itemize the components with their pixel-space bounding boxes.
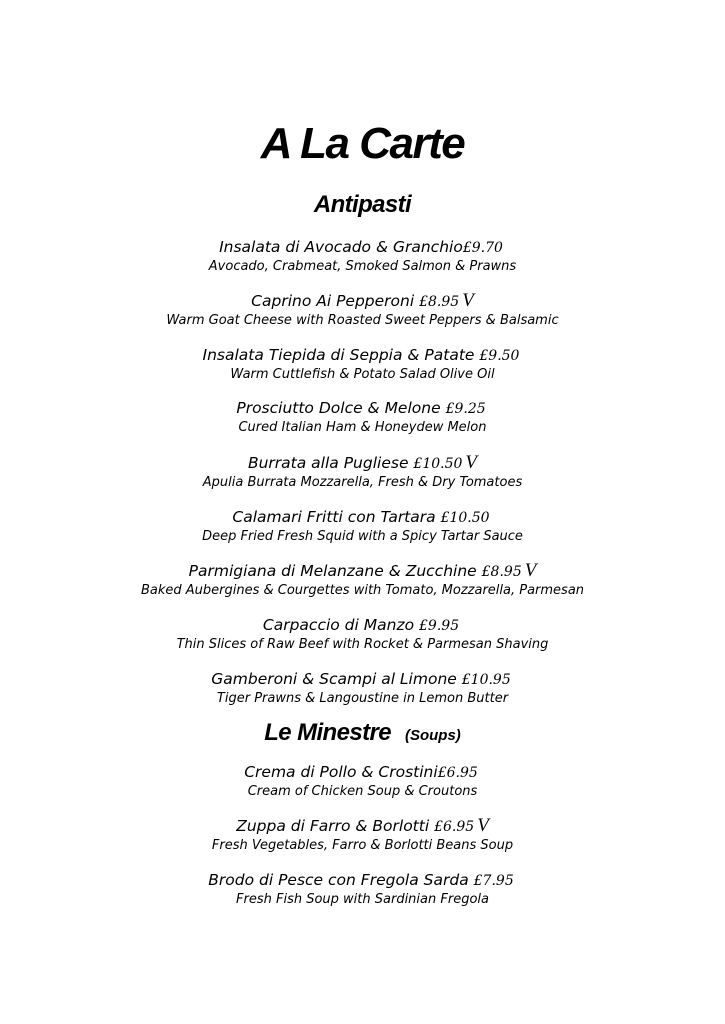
dish-description: Tiger Prawns & Langoustine in Lemon Butter: [216, 691, 509, 706]
dish-description: Baked Aubergines & Courgettes with Tomato, Mozzarella, Parmesan: [140, 583, 585, 598]
menu-item: [0, 870, 725, 908]
menu-item: [0, 453, 725, 491]
dish-name: Parmigiana di Melanzane & Zucchine: [188, 562, 477, 580]
dish-price: £9.25: [445, 401, 486, 417]
minestre-subheading: (Soups): [404, 727, 461, 744]
dish-description: Cured Italian Ham & Honeydew Melon: [238, 420, 487, 435]
dish-description: Avocado, Crabmeat, Smoked Salmon & Prawns: [208, 259, 517, 274]
minestre-heading: [0, 718, 725, 751]
menu-item: [0, 398, 725, 436]
menu-item: [0, 762, 725, 800]
vegetarian-mark: V: [524, 560, 537, 581]
dish-description: Fresh Fish Soup with Sardinian Fregola: [236, 892, 489, 907]
dish-name: Crema di Pollo & Crostini: [244, 763, 438, 781]
dish-price: £6.95: [434, 819, 475, 835]
dish-line: [0, 870, 725, 891]
dish-price: £10.95: [461, 672, 511, 688]
menu-title: A La Carte: [260, 119, 465, 168]
dish-name: Carpaccio di Manzo: [262, 616, 415, 634]
menu-item: [0, 615, 725, 653]
dish-line: [0, 816, 725, 837]
menu-item: [0, 816, 725, 854]
dish-description: Warm Goat Cheese with Roasted Sweet Peppers & Balsamic: [166, 313, 559, 328]
dish-name: Insalata di Avocado & Granchio: [219, 238, 463, 256]
dish-name: Calamari Fritti con Tartara: [232, 508, 436, 526]
dish-price: £9.50: [479, 348, 520, 364]
menu-item: [0, 669, 725, 707]
menu-item: [0, 345, 725, 383]
dish-line: [0, 615, 725, 636]
dish-price: £10.50: [413, 456, 463, 472]
dish-name: Gamberoni & Scampi al Limone: [211, 670, 457, 688]
dish-price: £9.70: [462, 240, 503, 256]
dish-name: Prosciutto Dolce & Melone: [236, 399, 441, 417]
dish-price: £8.95: [481, 564, 522, 580]
vegetarian-mark: V: [477, 815, 489, 836]
dish-description: Fresh Vegetables, Farro & Borlotti Beans Soup: [211, 838, 514, 853]
dish-line: [0, 561, 725, 582]
dish-price: £9.95: [419, 618, 460, 634]
dish-line: [0, 237, 725, 258]
antipasti-heading-text: Antipasti: [313, 191, 412, 218]
dish-name: Caprino Ai Pepperoni: [251, 292, 415, 310]
dish-price: £8.95: [419, 294, 460, 310]
menu-item: [0, 561, 725, 599]
dish-name: Brodo di Pesce con Fregola Sarda: [208, 871, 469, 889]
vegetarian-mark: V: [462, 290, 474, 311]
dish-description: Apulia Burrata Mozzarella, Fresh & Dry Tomatoes: [202, 475, 523, 490]
antipasti-heading: [0, 190, 725, 220]
menu-item: [0, 291, 725, 329]
dish-description: Deep Fried Fresh Squid with a Spicy Tartar Sauce: [202, 529, 523, 544]
dish-line: [0, 398, 725, 419]
dish-name: Zuppa di Farro & Borlotti: [236, 817, 430, 835]
dish-name: Insalata Tiepida di Seppia & Patate: [202, 346, 475, 364]
dish-description: Cream of Chicken Soup & Croutons: [247, 784, 478, 799]
dish-line: [0, 345, 725, 366]
dish-price: £7.95: [473, 873, 514, 889]
menu-item: [0, 237, 725, 275]
dish-description: Warm Cuttlefish & Potato Salad Olive Oil: [230, 367, 495, 382]
dish-name: Burrata alla Pugliese: [247, 454, 409, 472]
dish-line: [0, 507, 725, 528]
dish-price: £10.50: [440, 510, 490, 526]
dish-price: £6.95: [437, 765, 478, 781]
dish-line: [0, 762, 725, 783]
dish-description: Thin Slices of Raw Beef with Rocket & Parmesan Shaving: [176, 637, 549, 652]
dish-line: [0, 669, 725, 690]
dish-line: [0, 291, 725, 312]
dish-line: [0, 453, 725, 474]
menu-item: [0, 507, 725, 545]
vegetarian-mark: V: [465, 452, 478, 473]
minestre-heading-text: Le Minestre: [264, 719, 391, 746]
